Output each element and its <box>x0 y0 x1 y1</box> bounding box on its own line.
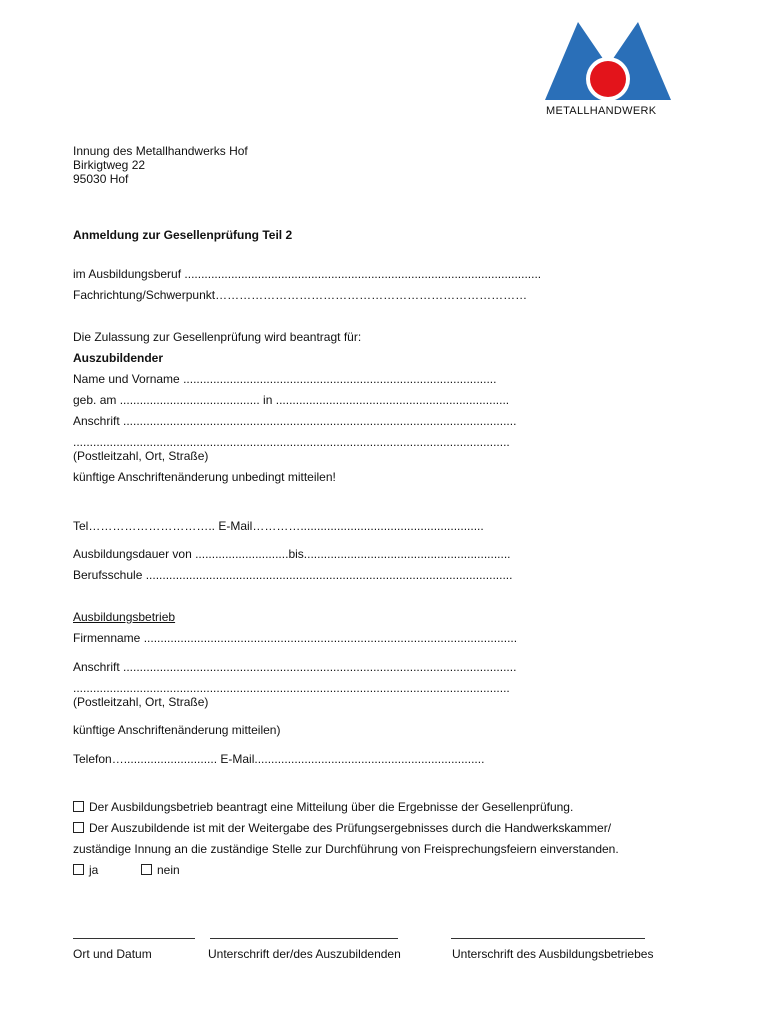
ja-label: ja <box>89 863 99 877</box>
ort-datum-label: Ort und Datum <box>73 947 152 961</box>
anschrift-field-2[interactable]: ................................................................................................................................... <box>73 435 510 449</box>
ja-option[interactable] <box>73 863 98 877</box>
ausbildungsdauer-field[interactable]: Ausbildungsdauer von ............................bis.............................................................. <box>73 547 511 561</box>
weitergabe-label-2: zuständige Innung an die zuständige Stelle zur Durchführung von Freisprechungsfeiern einverstanden. <box>73 842 619 856</box>
anschrift-field[interactable]: Anschrift ...................................................................................................................... <box>73 414 517 428</box>
checkbox-mitteilung[interactable] <box>73 801 84 812</box>
mitteilung-label: Der Ausbildungsbetrieb beantragt eine Mitteilung über die Ergebnisse der Gesellenprüfung. <box>89 800 574 814</box>
metallhandwerk-logo <box>545 22 671 100</box>
ort-datum-line[interactable] <box>73 938 195 939</box>
zulassung-text: Die Zulassung zur Gesellenprüfung wird beantragt für: <box>73 330 362 344</box>
betrieb-signature-line[interactable] <box>451 938 645 939</box>
ausbildungsbetrieb-heading: Ausbildungsbetrieb <box>73 610 176 624</box>
ausbildungsberuf-field[interactable]: im Ausbildungsberuf ........................................................................................................... <box>73 267 542 281</box>
plz-hint: (Postleitzahl, Ort, Straße) <box>73 449 209 463</box>
address-line-2: Birkigtweg 22 <box>73 158 146 172</box>
telefon-email-field[interactable]: Telefon…............................ E-Mail..................................................................... <box>73 752 485 766</box>
berufsschule-field[interactable]: Berufsschule .............................................................................................................. <box>73 568 513 582</box>
aenderung-note: künftige Anschriftenänderung unbedingt mitteilen! <box>73 470 336 484</box>
logo-graphic <box>545 22 671 100</box>
firmenname-field[interactable]: Firmenname ................................................................................................................ <box>73 631 518 645</box>
checkbox-ja[interactable] <box>73 864 84 875</box>
nein-option[interactable] <box>141 863 180 877</box>
weitergabe-label-1: Der Auszubildende ist mit der Weitergabe des Prüfungsergebnisses durch die Handwerkskammer/ <box>89 821 612 835</box>
document-title: Anmeldung zur Gesellenprüfung Teil 2 <box>73 228 293 242</box>
name-field[interactable]: Name und Vorname .............................................................................................. <box>73 372 497 386</box>
azubi-signature-line[interactable] <box>210 938 398 939</box>
fachrichtung-field[interactable]: Fachrichtung/Schwerpunkt…………………………………………………………………… <box>73 288 528 302</box>
checkbox-weitergabe[interactable] <box>73 822 84 833</box>
address-line-1: Innung des Metallhandwerks Hof <box>73 144 248 158</box>
auszubildender-heading: Auszubildender <box>73 351 164 365</box>
logo-text: METALLHANDWERK <box>546 105 657 117</box>
betrieb-plz-hint: (Postleitzahl, Ort, Straße) <box>73 695 209 709</box>
betrieb-signature-label: Unterschrift des Ausbildungsbetriebes <box>452 947 654 961</box>
azubi-signature-label: Unterschrift der/des Auszubildenden <box>208 947 401 961</box>
address-line-3: 95030 Hof <box>73 172 129 186</box>
nein-label: nein <box>157 863 180 877</box>
betrieb-aenderung-note: künftige Anschriftenänderung mitteilen) <box>73 723 281 737</box>
betrieb-anschrift-field[interactable]: Anschrift ...................................................................................................................... <box>73 660 517 674</box>
checkbox-nein[interactable] <box>141 864 152 875</box>
tel-email-field[interactable]: Tel………………………….. E-Mail…………....................................................... <box>73 519 484 533</box>
betrieb-anschrift-field-2[interactable]: ................................................................................................................................... <box>73 681 510 695</box>
mitteilung-option[interactable] <box>73 800 573 814</box>
weitergabe-option[interactable] <box>73 821 611 835</box>
geburtsdatum-field[interactable]: geb. am .......................................... in ...................................................................... <box>73 393 510 407</box>
